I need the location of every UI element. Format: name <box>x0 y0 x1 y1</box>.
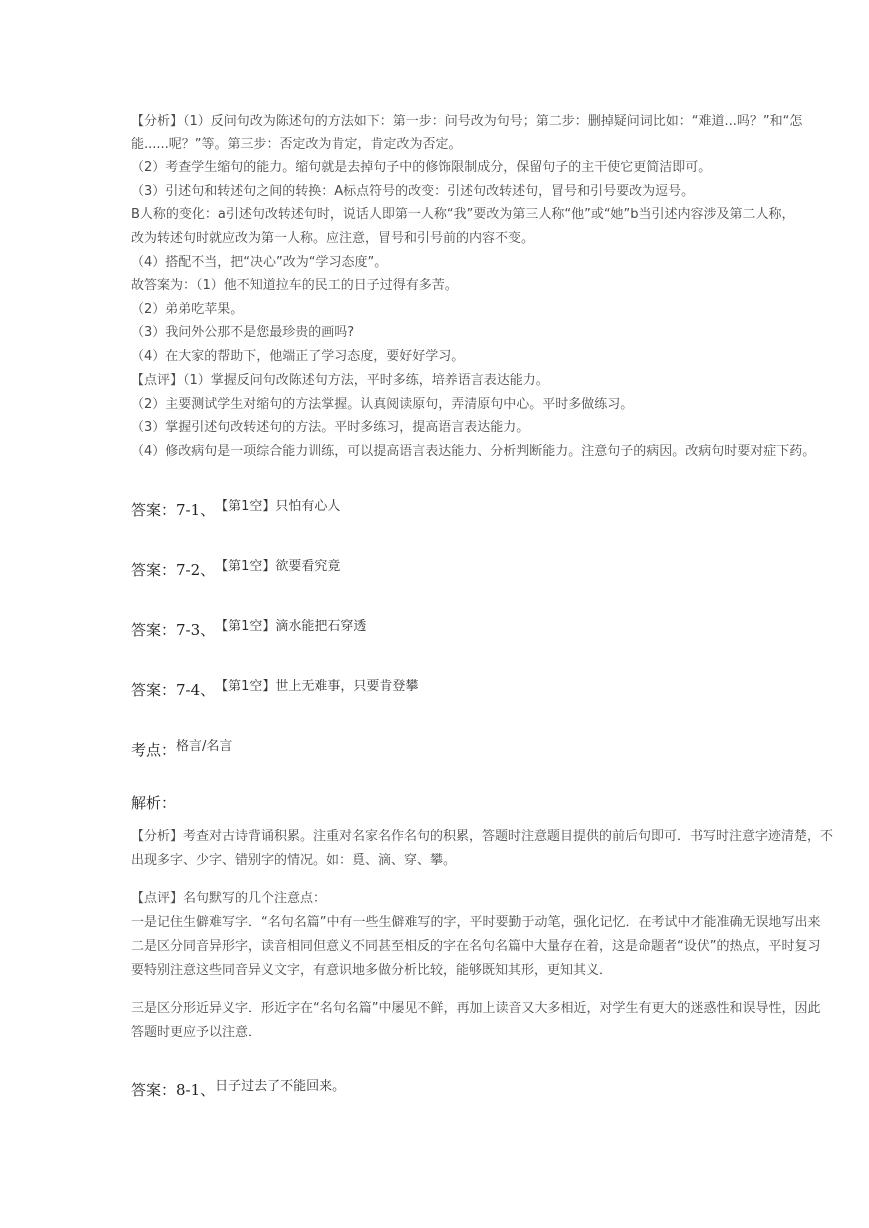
answer-row <box>131 1079 869 1100</box>
answer-label: 答案：7-1、 <box>131 501 216 519</box>
analysis-line: 改为转述句时就应改为第一人称。应注意，冒号和引号前的内容不变。 <box>131 231 535 246</box>
review-line: 要特别注意这些同音异义文字，有意识地多做分析比较，能够既知其形，更知其义． <box>131 963 613 978</box>
answer-summary-line: （2）弟弟吃苹果。 <box>131 302 244 317</box>
answer-value: 【第1空】世上无难事，只要肯登攀 <box>215 679 419 694</box>
answer-label: 答案：7-2、 <box>131 561 216 579</box>
answer-value: 日子过去了不能回来。 <box>215 1079 346 1094</box>
answer-summary-line: （3）我问外公那不是您最珍贵的画吗? <box>131 325 355 340</box>
answer-summary-line: 故答案为：（1）他不知道拉车的民工的日子过得有多苦。 <box>131 278 458 293</box>
answer-row <box>131 619 869 640</box>
kaodian-label: 考点： <box>131 741 177 759</box>
answer-row <box>131 499 869 520</box>
kaodian-value: 格言/名言 <box>176 739 233 754</box>
analysis-line: （3）引述句和转述句之间的转换：A标点符号的改变：引述句改转述句，冒号和引号要改为逗号。 <box>131 184 695 199</box>
answer-summary-line: （4）在大家的帮助下，他端正了学习态度，要好好学习。 <box>131 349 465 364</box>
answer-value: 【第1空】只怕有心人 <box>215 499 341 514</box>
analysis-line: （4）搭配不当，把“决心”改为“学习态度”。 <box>131 255 388 270</box>
analysis-line: 能......呢？”等。第三步：否定改为肯定，肯定改为否定。 <box>131 137 462 152</box>
review-line: 【点评】名句默写的几个注意点： <box>131 891 327 906</box>
answer-label: 答案：8-1、 <box>131 1081 216 1099</box>
review-line: 一是记住生僻难写字．“名句名篇”中有一些生僻难写的字，平时要勤于动笔，强化记忆．在考试中才能准确无误地写出来 <box>131 915 821 930</box>
review-line: 三是区分形近异义字．形近字在“名句名篇”中屡见不鲜，再加上读音又大多相近，对学生有更大的迷惑性和误导性，因此 <box>131 1001 821 1016</box>
review-line: （3）掌握引述句改转述句的方法。平时多练习，提高语言表达能力。 <box>131 420 530 435</box>
answer-value: 【第1空】欲要看究竟 <box>215 559 341 574</box>
analysis-line: （2）考查学生缩句的能力。缩句就是去掉句子中的修饰限制成分，保留句子的主干使它更简洁即可。 <box>131 160 712 175</box>
answer-row <box>131 559 869 580</box>
analysis-line: B人称的变化：a引述句改转述句时，说话人即第一人称“我”要改为第三人称“他”或“她”b当引述内容涉及第二人称， <box>131 207 795 222</box>
kaodian-row <box>131 739 869 760</box>
review-line: 【点评】（1）掌握反问句改陈述句方法，平时多练，培养语言表达能力。 <box>131 373 549 388</box>
answer-label: 答案：7-3、 <box>131 621 216 639</box>
analysis-line: 【分析】（1）反问句改为陈述句的方法如下：第一步：问号改为句号；第二步：删掉疑问词比如：“难道...吗？”和“怎 <box>131 114 803 129</box>
review-line: 二是区分同音异形字，读音相同但意义不同甚至相反的字在名句名篇中大量存在着，这是命题者“设伏”的热点，平时复习 <box>131 939 821 954</box>
answer-value: 【第1空】滴水能把石穿透 <box>215 619 367 634</box>
jiexi-label: 解析： <box>131 794 177 812</box>
analysis-line: 【分析】考查对古诗背诵积累。注重对名家名作名句的积累，答题时注意题目提供的前后句即可．书写时注意字迹清楚，不 <box>131 829 834 844</box>
review-line: （2）主要测试学生对缩句的方法掌握。认真阅读原句，弄清原句中心。平时多做练习。 <box>131 397 634 412</box>
answer-row <box>131 679 869 700</box>
review-line: （4）修改病句是一项综合能力训练，可以提高语言表达能力、分析判断能力。注意句子的病因。改病句时要对症下药。 <box>131 444 816 459</box>
review-line: 答题时更应予以注意． <box>131 1025 262 1040</box>
analysis-line: 出现多字、少字、错别字的情况。如：覓、滴、穿、攀。 <box>131 853 457 868</box>
answer-label: 答案：7-4、 <box>131 681 216 699</box>
